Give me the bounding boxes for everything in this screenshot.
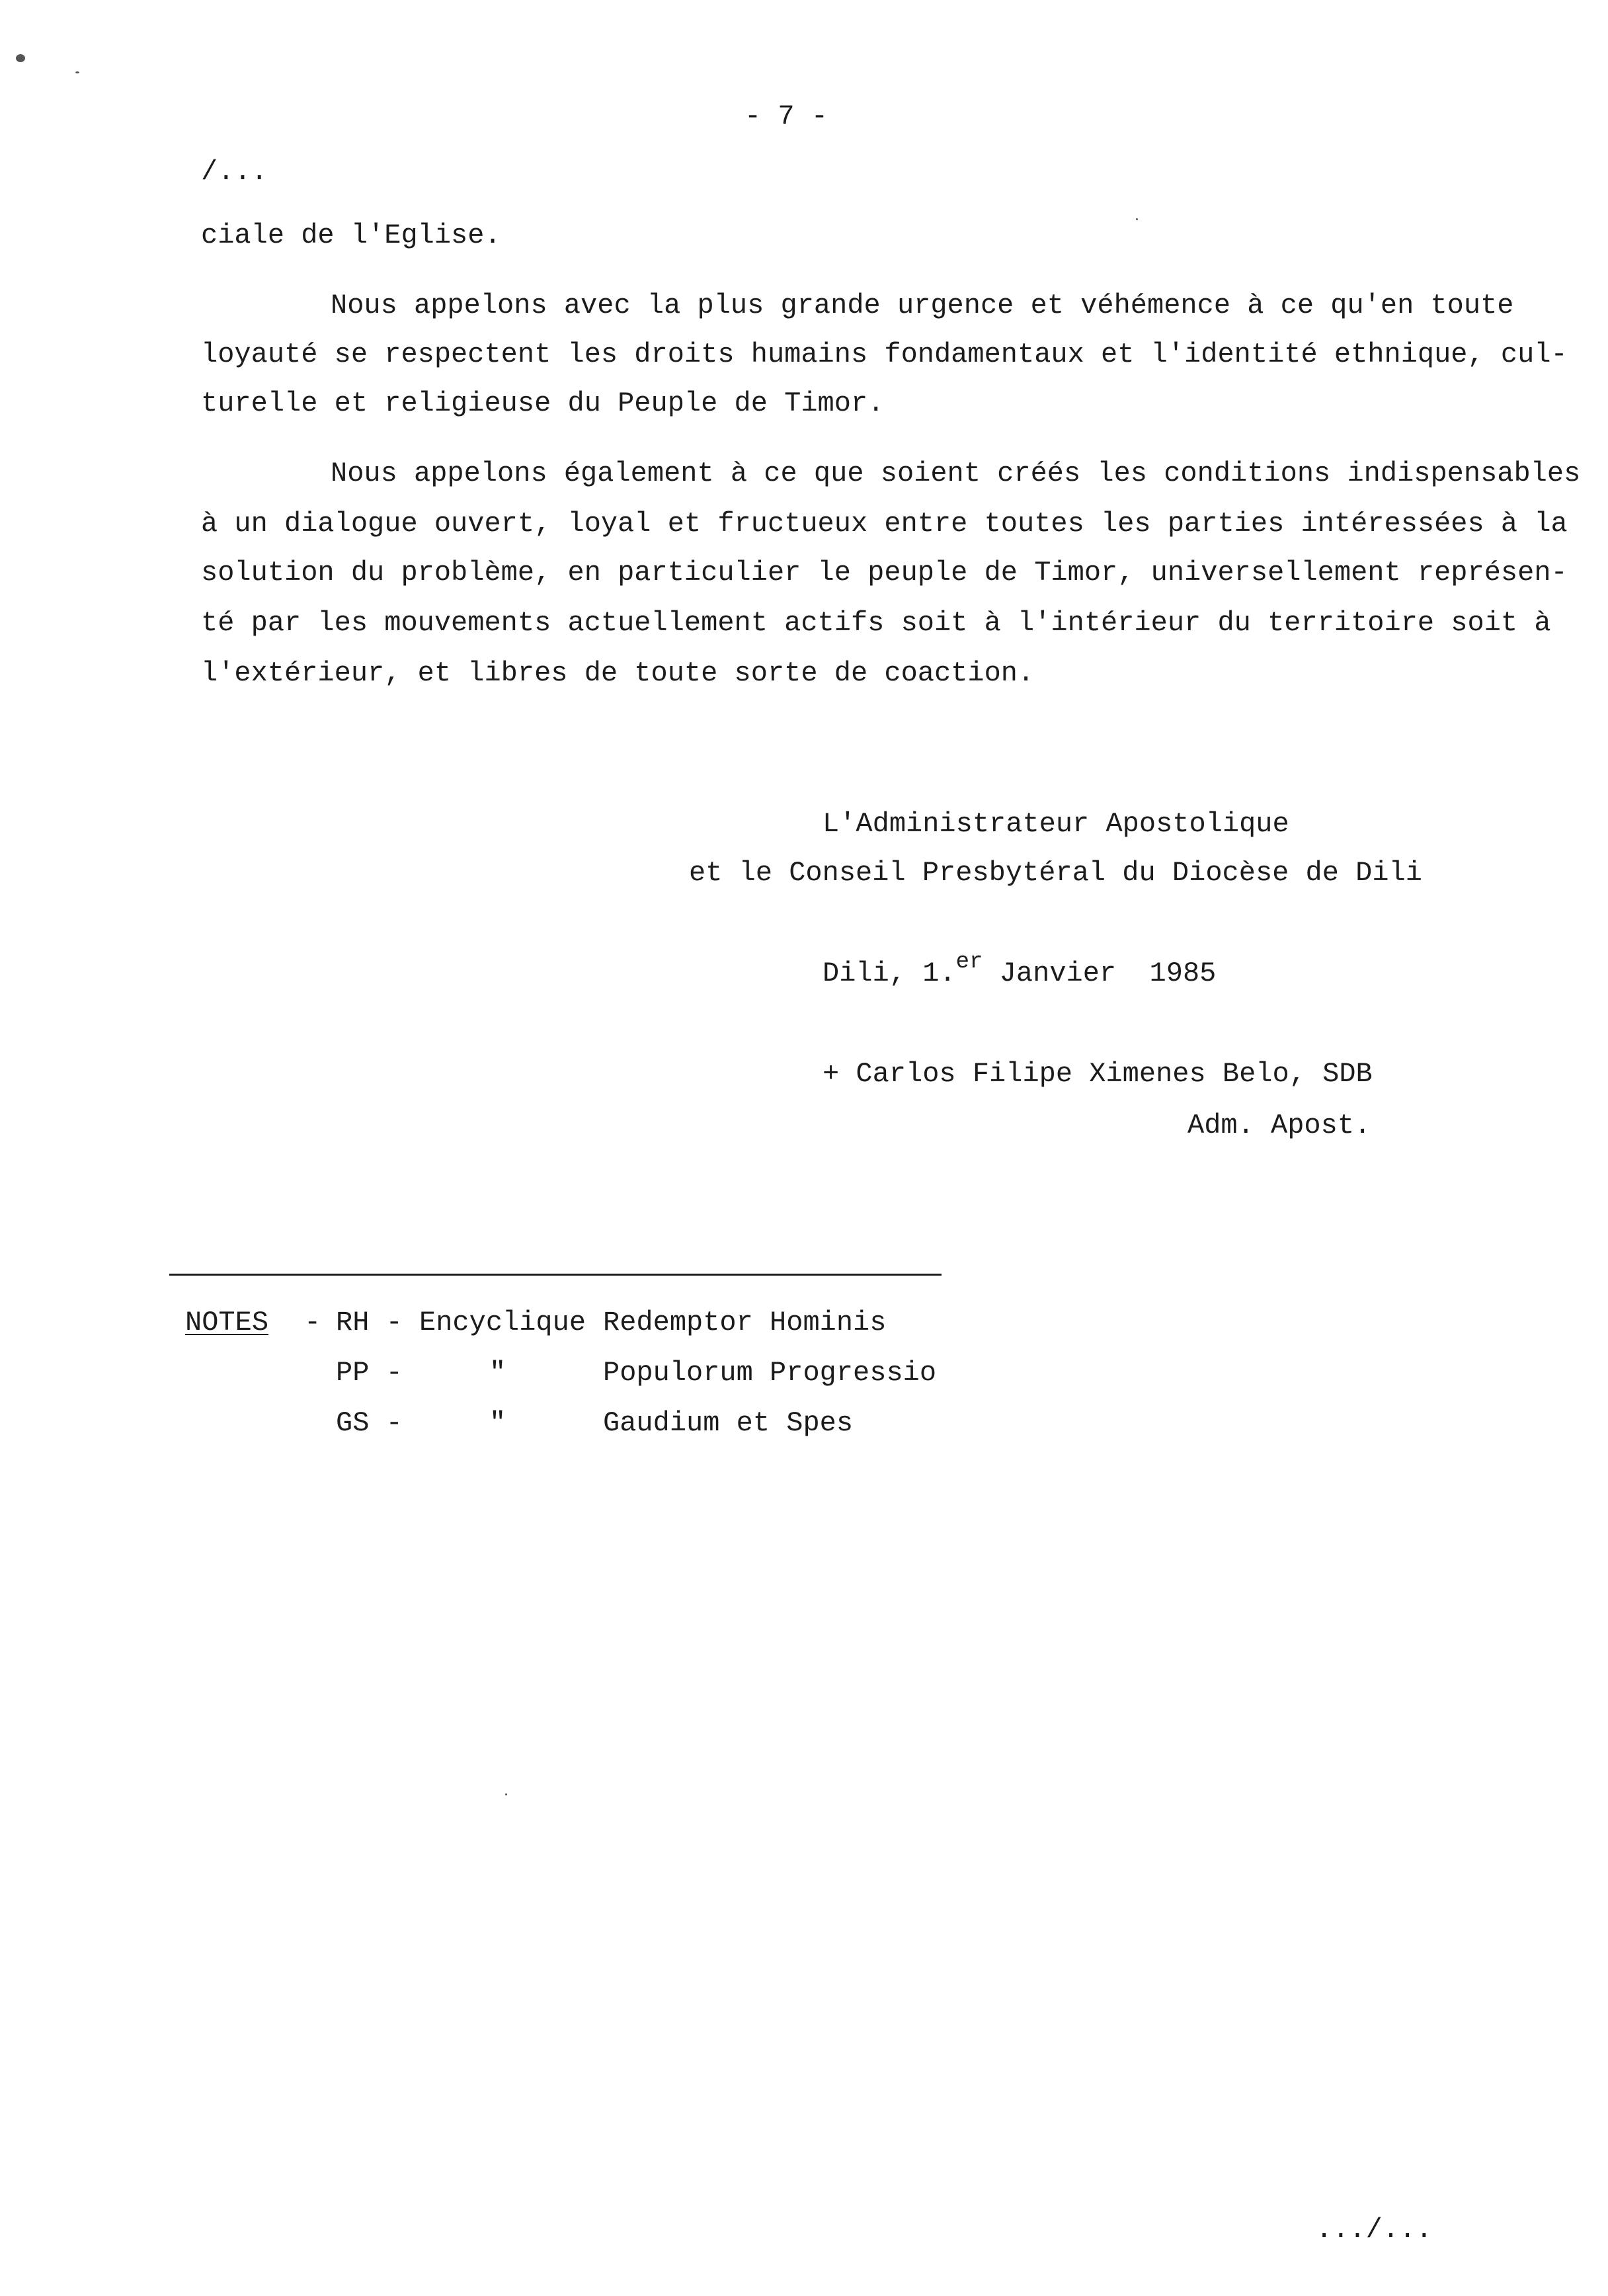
date-place: Dili, [823,958,906,989]
paragraph-line: ciale de l'Eglise. [201,220,501,251]
notes-row-ditto: Encyclique [419,1307,586,1338]
scan-speck [75,71,79,73]
notes-row-dash: - [304,1307,321,1338]
paragraph-line: té par les mouvements actuellement actifs soit à l'intérieur du territoire soit à [201,607,1551,639]
notes-label: NOTES [185,1307,269,1338]
scan-speck [16,54,25,62]
date-superscript: er [955,950,983,975]
date-rest: Janvier 1985 [999,958,1217,989]
notes-row-ditto: " [489,1407,506,1439]
paragraph-line: à un dialogue ouvert, loyal et fructueux entre toutes les parties intéressées à la [201,508,1568,540]
notes-row-ditto: " [489,1357,506,1389]
paragraph-line: solution du problème, en particulier le peuple de Timor, universellement représen- [201,557,1568,589]
signatory-title: Adm. Apost. [1187,1110,1371,1141]
paragraph-line: Nous appelons également à ce que soient créés les conditions indispensables [331,458,1581,489]
notes-row-title: Redemptor Hominis [603,1307,887,1338]
notes-row-code: PP - [336,1357,403,1389]
notes-row-code: GS - [336,1407,403,1439]
notes-row-code: RH - [336,1307,403,1338]
paragraph-line: turelle et religieuse du Peuple de Timor. [201,388,885,419]
notes-row-title: Gaudium et Spes [603,1407,854,1439]
continuation-mark: /... [201,156,268,188]
paragraph-line: l'extérieur, et libres de toute sorte de coaction. [201,657,1035,689]
signature-date [823,950,1217,991]
paragraph-line: Nous appelons avec la plus grande urgence et véhémence à ce qu'en toute [331,290,1514,321]
notes-row-title: Populorum Progressio [603,1357,937,1389]
scan-speck [1136,218,1138,220]
notes-separator-rule [169,1274,942,1276]
signatory-name: + Carlos Filipe Ximenes Belo, SDB [823,1058,1373,1090]
signature-line: L'Administrateur Apostolique [823,808,1289,840]
scan-speck [505,1793,507,1795]
paragraph-line: loyauté se respectent les droits humains fondamentaux et l'identité ethnique, cul- [201,339,1568,370]
date-day: 1. [922,958,956,989]
footer-continuation-mark: .../... [1316,2214,1433,2246]
page-number: - 7 - [744,101,828,132]
signature-line: et le Conseil Presbytéral du Diocèse de Dili [689,857,1422,889]
